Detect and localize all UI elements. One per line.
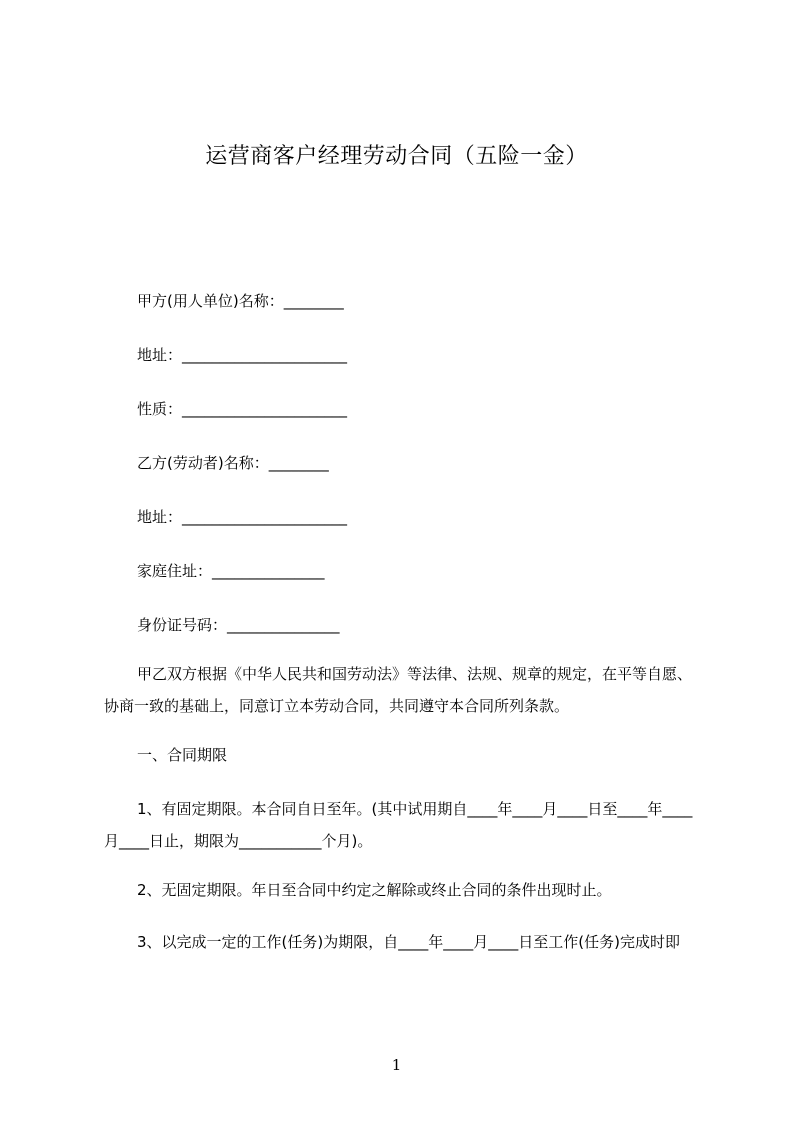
field-employer-address: [137, 345, 347, 365]
field-blank: ______________________: [182, 400, 348, 418]
field-label: 性质：: [137, 400, 183, 418]
field-label: 地址：: [137, 346, 183, 364]
field-blank: _______________: [212, 562, 325, 580]
field-home-address: [137, 561, 325, 581]
field-label: 身份证号码：: [137, 616, 228, 634]
field-blank: ________: [268, 454, 329, 472]
field-id-number: [137, 615, 340, 635]
clause-2: 2、无固定期限。年日至合同中约定之解除或终止合同的条件出现时止。: [137, 881, 612, 899]
field-blank: ________: [283, 292, 344, 310]
field-label: 地址：: [137, 508, 183, 526]
field-employee-address: [137, 507, 347, 527]
clause-1: 1、有固定期限。本合同自日至年。(其中试用期自____年____月____日至____年____月____日止，期限为___________个月)。: [104, 800, 693, 850]
intro-paragraph: 甲乙双方根据《中华人民共和国劳动法》等法律、法规、规章的规定，在平等自愿、协商一致的基础上，同意订立本劳动合同，共同遵守本合同所列条款。: [104, 665, 693, 715]
clause-3: 3、以完成一定的工作(任务)为期限，自____年____月____日至工作(任务)完成时即: [137, 933, 680, 951]
field-employer-name: [137, 291, 344, 311]
field-blank: _______________: [227, 616, 340, 634]
document-title: 运营商客户经理劳动合同（五险一金）: [205, 144, 588, 169]
section-heading: 一、合同期限: [137, 746, 228, 764]
field-label: 家庭住址：: [137, 562, 213, 580]
page-number: 1: [391, 1056, 402, 1074]
field-blank: ______________________: [182, 346, 348, 364]
field-blank: ______________________: [182, 508, 348, 526]
field-label: 乙方(劳动者)名称：: [137, 454, 269, 472]
field-label: 甲方(用人单位)名称：: [137, 292, 284, 310]
field-employer-nature: [137, 399, 347, 419]
field-employee-name: [137, 453, 329, 473]
